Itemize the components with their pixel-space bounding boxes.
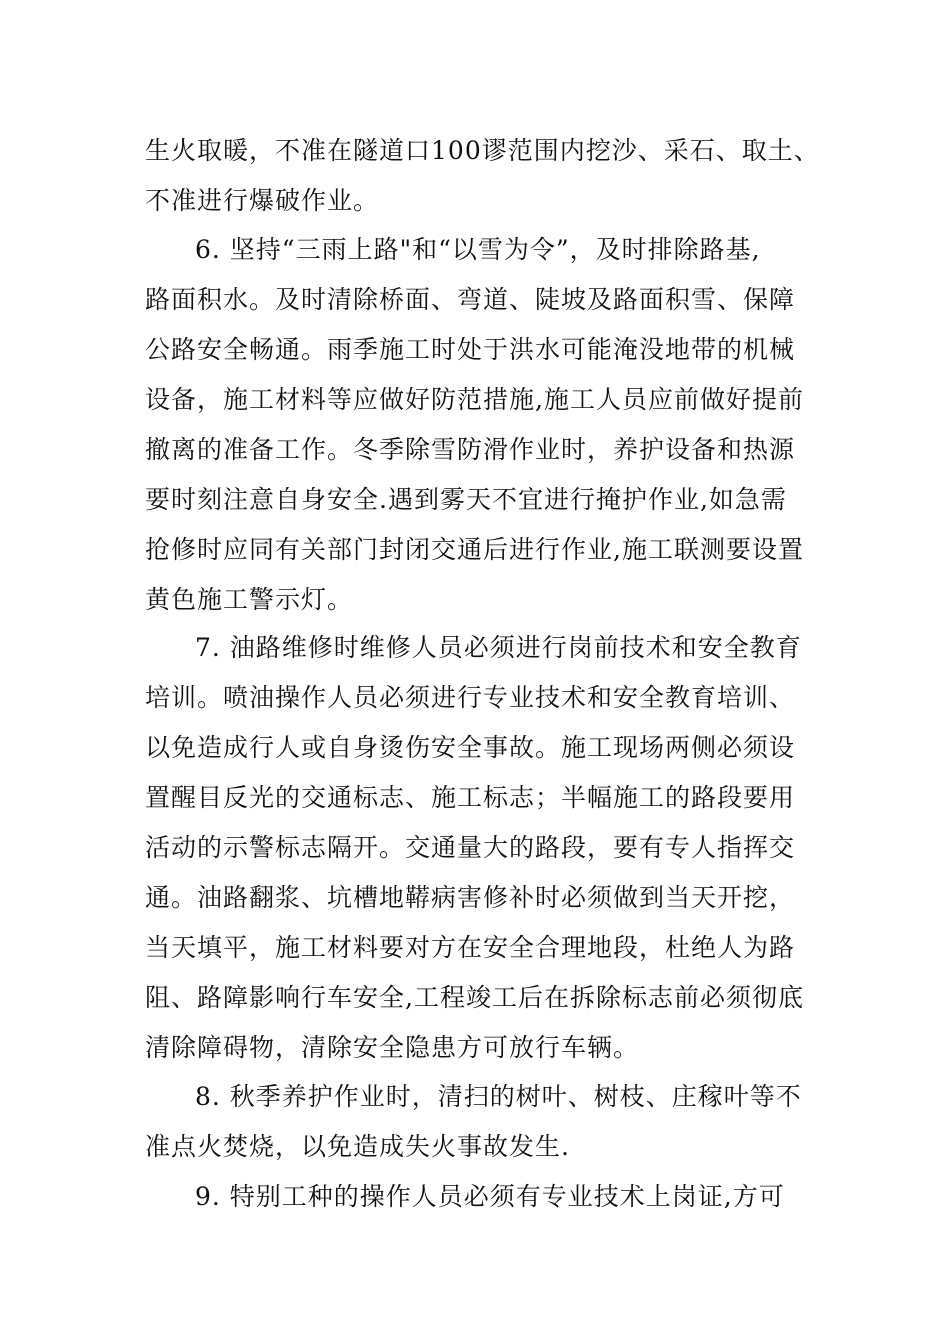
text-line: 准点火焚烧，以免造成失火事故发生.: [145, 1132, 570, 1161]
text-line: 抢修时应同有关部门封闭交通后进行作业,施工联测要设置: [145, 535, 804, 564]
text-line: 置醒目反光的交通标志、施工标志；半幅施工的路段要用: [145, 783, 796, 812]
text-line: 以免造成行人或自身烫伤安全事故。施工现场两侧必须设: [145, 733, 796, 762]
paragraph-start-line: 8. 秋季养护作业时，清扫的树叶、树枝、庄稼叶等不: [195, 1082, 802, 1111]
text-line: 不准进行爆破作业。: [145, 186, 380, 215]
text-line: 当天填平，施工材料要对方在安全合理地段，杜绝人为路: [145, 933, 796, 962]
paragraph-start-line: 9. 特别工种的操作人员必须有专业技术上岗证,方可: [195, 1182, 785, 1211]
text-line: 清除障碍物，清除安全隐患方可放行车辆。: [145, 1033, 640, 1062]
text-line: 设备，施工材料等应做好防范措施,施工人员应前做好提前: [145, 385, 804, 414]
text-line: 路面积水。及时清除桥面、弯道、陡坡及路面积雪、保障: [145, 285, 796, 314]
text-line: 通。油路翻浆、坑槽地鞯病害修补时必须做到当天开挖，: [145, 883, 796, 912]
text-line: 撤离的准备工作。冬季除雪防滑作业时，养护设备和热源: [145, 435, 796, 464]
text-line: 培训。喷油操作人员必须进行专业技术和安全教育培训、: [145, 683, 796, 712]
text-line: 公路安全畅通。雨季施工时处于洪水可能淹没地带的机械: [145, 335, 796, 364]
paragraph-start-line: 7. 油路维修时维修人员必须进行岗前技术和安全教育: [195, 633, 802, 662]
text-line: 要时刻注意自身安全.遇到雾天不宜进行掩护作业,如急需: [145, 485, 787, 514]
text-line: 阻、路障影响行车安全,工程竣工后在拆除标志前必须彻底: [145, 983, 804, 1012]
text-line: 生火取暖，不准在隧道口100谬范围内挖沙、采石、取土、: [145, 136, 820, 165]
paragraph-start-line: 6. 坚持“三雨上路"和“以雪为令”，及时排除路基,: [195, 235, 761, 264]
text-line: 黄色施工警示灯。: [145, 585, 354, 614]
text-line: 活动的示警标志隔开。交通量大的路段，要有专人指挥交: [145, 833, 796, 862]
